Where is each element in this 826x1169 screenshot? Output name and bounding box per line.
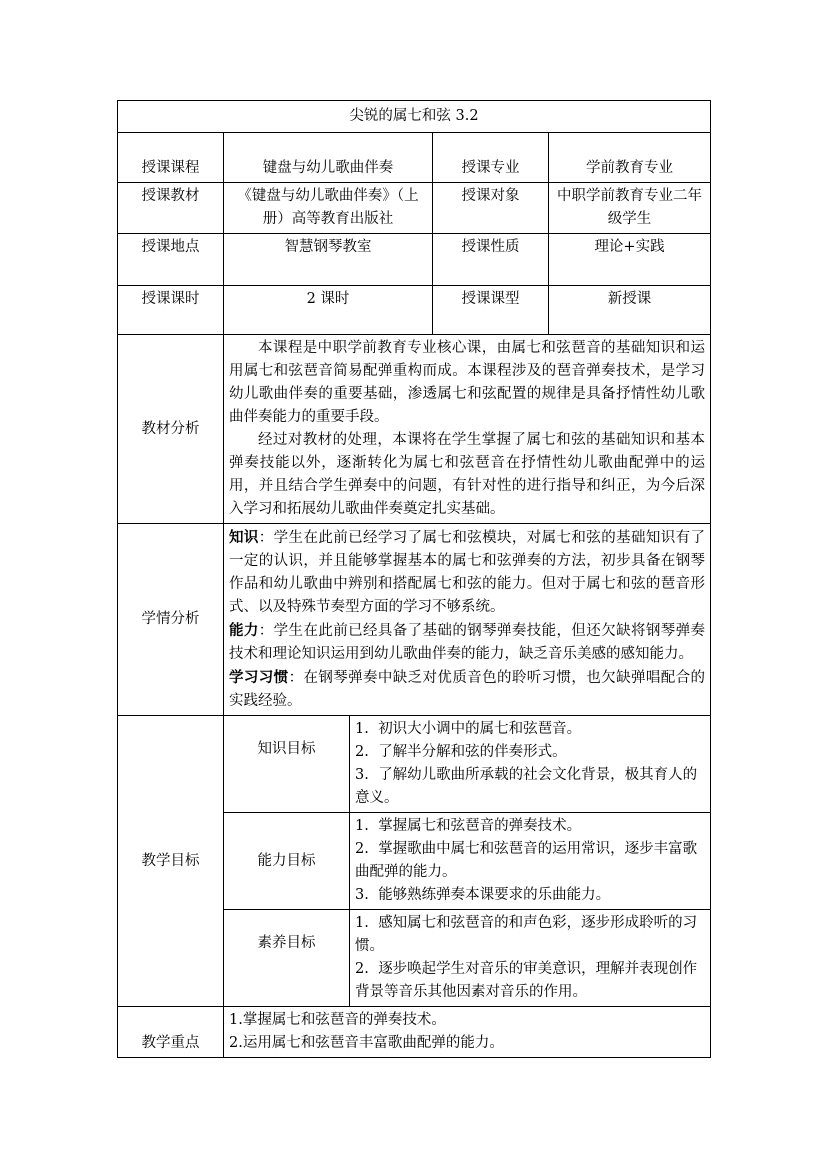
nature-value: 理论+实践 [549, 234, 711, 286]
major-label: 授课专业 [433, 133, 549, 183]
hours-value: 2 课时 [224, 286, 433, 335]
learner-habit [229, 666, 705, 713]
location-label: 授课地点 [118, 234, 224, 286]
knowledge-goal-label: 知识目标 [224, 716, 350, 813]
ability-goal-item: 1. 掌握属七和弦琶音的弹奏技术。 [355, 818, 582, 834]
literacy-goal-item: 1. 感知属七和弦琶音的和声色彩，逐步形成聆听的习惯。 [355, 915, 698, 954]
material-analysis-content [224, 335, 711, 524]
type-value: 新授课 [549, 286, 711, 335]
ability-goal-list [350, 813, 711, 910]
learner-ability-label: 能力 [229, 622, 259, 639]
knowledge-goal-item: 3. 了解幼儿歌曲所承载的社会文化背景，极其育人的意义。 [355, 767, 698, 806]
course-value: 键盘与幼儿歌曲伴奏 [224, 133, 433, 183]
ability-goal-item: 2. 掌握歌曲中属七和弦琶音的运用常识，逐步丰富歌曲配弹的能力。 [355, 841, 698, 880]
target-value: 中职学前教育专业二年级学生 [549, 183, 711, 234]
page-title: 尖锐的属七和弦 3.2 [118, 101, 711, 133]
textbook-label: 授课教材 [118, 183, 224, 234]
focus-item: 2.运用属七和弦琶音丰富歌曲配弹的能力。 [229, 1035, 504, 1051]
course-label: 授课课程 [118, 133, 224, 183]
learner-knowledge-label: 知识 [229, 529, 259, 546]
learner-knowledge [229, 526, 705, 619]
hours-label: 授课课时 [118, 286, 224, 335]
knowledge-goal-list [350, 716, 711, 813]
learner-analysis-content [224, 524, 711, 716]
learner-ability [229, 619, 705, 666]
literacy-goal-item: 2. 逐步唤起学生对音乐的审美意识，理解并表现创作背景等音乐其他因素对音乐的作用。 [355, 961, 698, 1000]
material-paragraph-1: 本课程是中职学前教育专业核心课，由属七和弦琶音的基础知识和运用属七和弦琶音简易配弹重构而成。本课程涉及的琶音弹奏技术，是学习幼儿歌曲伴奏的重要基础，渗透属七和弦配置的规律是具备抒情性幼儿歌曲伴奏能力的重要手段。 [229, 340, 706, 425]
ability-goal-item: 3. 能够熟练弹奏本课要求的乐曲能力。 [355, 887, 611, 903]
teaching-focus-list [224, 1007, 711, 1058]
learner-ability-text: ：学生在此前已经具备了基础的钢琴弹奏技能，但还欠缺将钢琴弹奏技术和理论知识运用到幼儿歌曲伴奏的能力，缺乏音乐美感的感知能力。 [229, 623, 706, 662]
literacy-goal-label: 素养目标 [224, 910, 350, 1007]
knowledge-goal-item: 1. 初识大小调中的属七和弦琶音。 [355, 721, 582, 737]
material-analysis-label: 教材分析 [118, 335, 224, 524]
type-label: 授课课型 [433, 286, 549, 335]
location-value: 智慧钢琴教室 [224, 234, 433, 286]
teaching-focus-label: 教学重点 [118, 1007, 224, 1058]
lesson-plan-table [117, 100, 711, 1058]
target-label: 授课对象 [433, 183, 549, 234]
major-value: 学前教育专业 [549, 133, 711, 183]
focus-item: 1.掌握属七和弦琶音的弹奏技术。 [229, 1012, 446, 1028]
nature-label: 授课性质 [433, 234, 549, 286]
learner-knowledge-text: ：学生在此前已经学习了属七和弦模块，对属七和弦的基础知识有了一定的认识，并且能够掌握基本的属七和弦弹奏的方法，初步具备在钢琴作品和幼儿歌曲中辨别和搭配属七和弦的能力。但对于属七和弦的琶音形式、以及特殊节奏型方面的学习不够系统。 [229, 530, 706, 615]
learner-analysis-label: 学情分析 [118, 524, 224, 716]
ability-goal-label: 能力目标 [224, 813, 350, 910]
teaching-goals-label: 教学目标 [118, 716, 224, 1007]
textbook-value: 《键盘与幼儿歌曲伴奏》（上册）高等教育出版社 [224, 183, 433, 234]
learner-habit-label: 学习习惯 [229, 669, 289, 686]
material-paragraph-2: 经过对教材的处理，本课将在学生掌握了属七和弦的基础知识和基本弹奏技能以外，逐渐转化为属七和弦琶音在抒情性幼儿歌曲配弹中的运用，并且结合学生弹奏中的问题，有针对性的进行指导和纠正，为今后深入学习和拓展幼儿歌曲伴奏奠定扎实基础。 [229, 432, 706, 517]
knowledge-goal-item: 2. 了解半分解和弦的伴奏形式。 [355, 744, 567, 760]
literacy-goal-list [350, 910, 711, 1007]
learner-habit-text: ：在钢琴弹奏中缺乏对优质音色的聆听习惯，也欠缺弹唱配合的实践经验。 [229, 670, 706, 709]
